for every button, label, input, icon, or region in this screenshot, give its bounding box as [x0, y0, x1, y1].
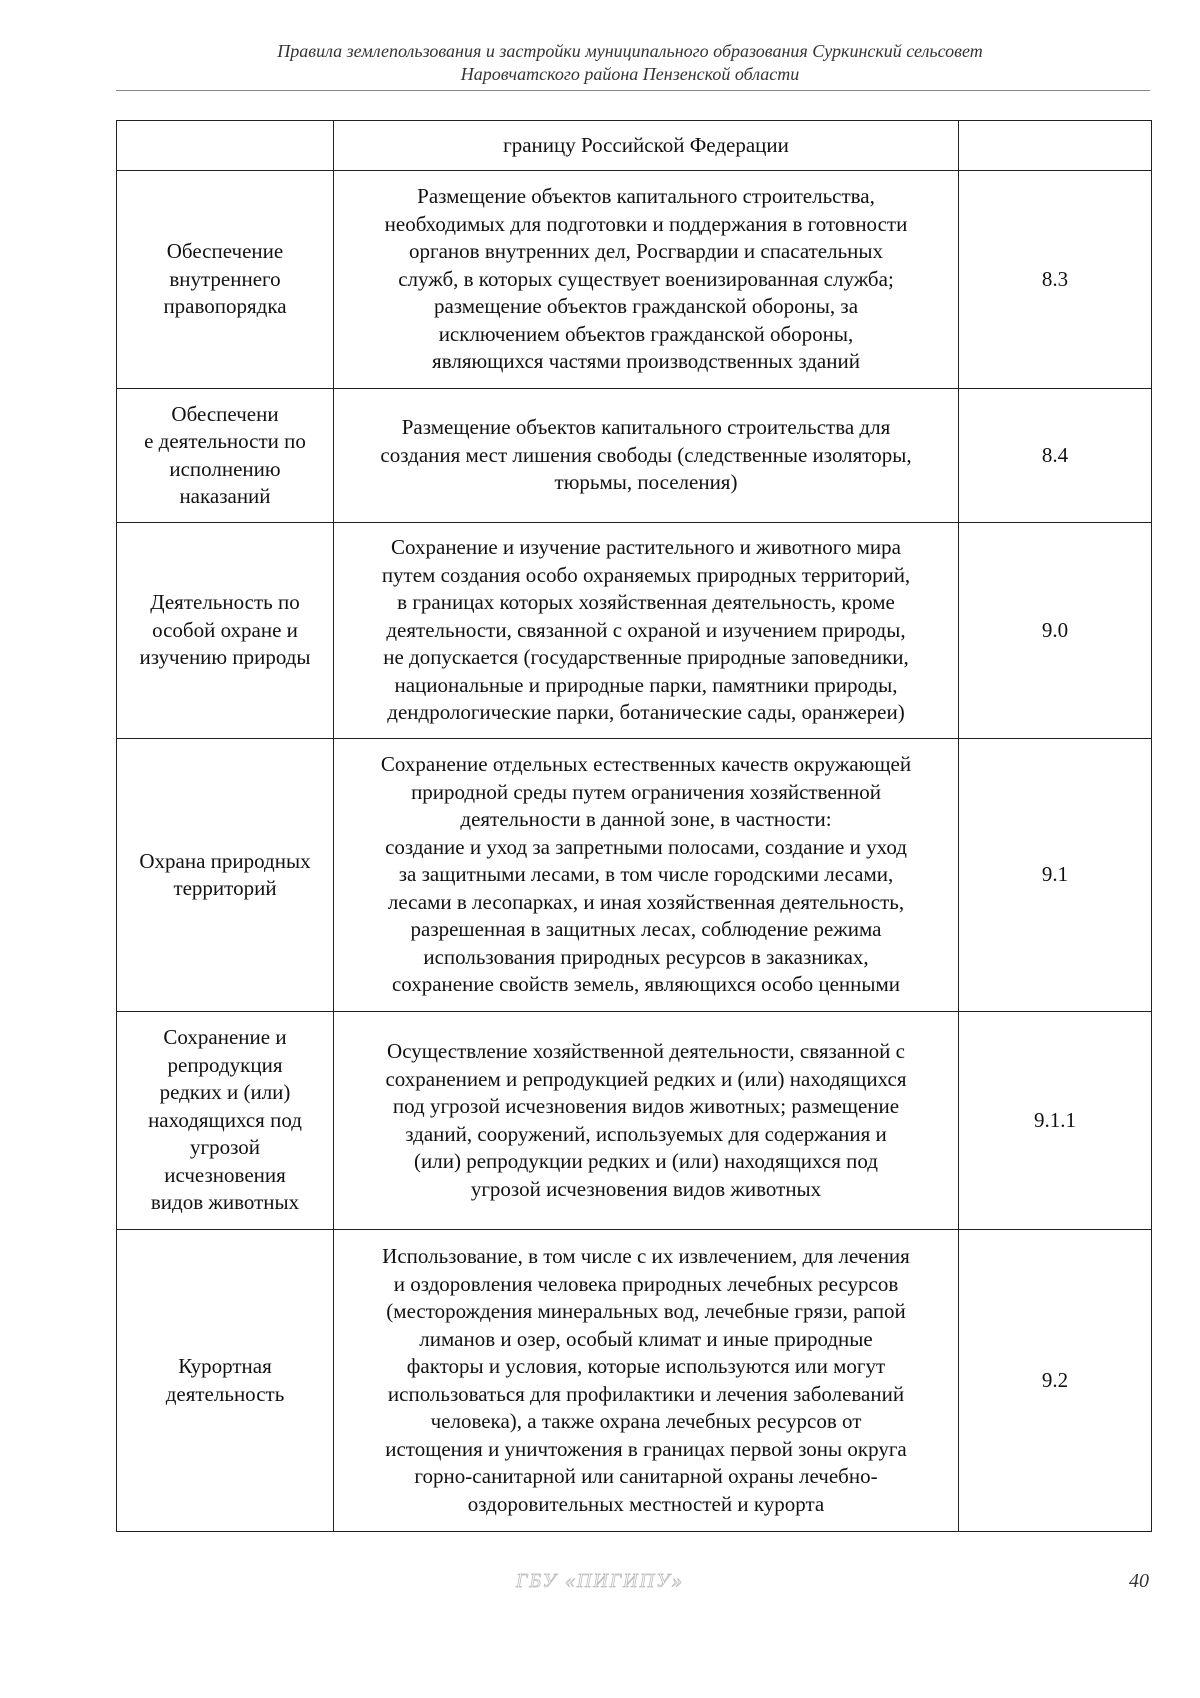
land-use-code: 8.4	[1041, 442, 1069, 467]
header-divider	[116, 90, 1150, 91]
table-row-continuation	[117, 121, 1152, 171]
land-use-code-cell	[959, 171, 1152, 389]
land-use-code: 9.0	[1041, 617, 1069, 642]
land-use-description-cell	[334, 523, 959, 739]
land-use-description-cell	[334, 389, 959, 523]
land-use-description-cell	[334, 1230, 959, 1532]
land-use-name-cell	[117, 739, 334, 1012]
land-use-name-cell	[117, 171, 334, 389]
header-title-line-1: Правила землепользования и застройки муниципального образования Суркинский сельсовет	[277, 41, 983, 61]
land-use-name-cell	[117, 121, 334, 171]
land-use-description-cell	[334, 739, 959, 1012]
land-use-description: Размещение объектов капитального строительства для создания мест лишения свободы (следственные изоляторы, тюрьмы, поселения)	[380, 415, 912, 495]
land-use-name: Деятельность по особой охране и изучению природы	[139, 590, 311, 670]
land-use-code: 9.2	[1041, 1367, 1069, 1392]
land-use-table	[116, 120, 1152, 1532]
land-use-name-cell	[117, 523, 334, 739]
land-use-code: 8.3	[1041, 266, 1069, 291]
land-use-name: Обеспечение внутреннего правопорядка	[163, 239, 287, 319]
land-use-code-cell	[959, 523, 1152, 739]
land-use-code-cell	[959, 739, 1152, 1012]
land-use-description-cell	[334, 121, 959, 171]
footer-organization: ГБУ «ПИГИПУ»	[516, 1570, 684, 1592]
land-use-code-cell	[959, 389, 1152, 523]
land-use-description: Осуществление хозяйственной деятельности, связанной с сохранением и репродукцией редких и (или) находящихся под угрозой исчезновения видов животных; размещение зданий, сооружений, используемых для содержания и (или) репродукции редких и (или) находящихся под угрозой исчезновения видов животных	[385, 1039, 907, 1201]
land-use-code-cell	[959, 1230, 1152, 1532]
table-row	[117, 523, 1152, 739]
land-use-description: границу Российской Федерации	[503, 132, 789, 157]
table-row	[117, 171, 1152, 389]
land-use-code: 9.1.1	[1034, 1107, 1076, 1132]
land-use-description: Сохранение отдельных естественных качеств окружающей природной среды путем ограничения хозяйственной деятельности в данной зоне, в частности: создание и уход за запретными полосами, создание и уход за защитными лесами, в том числе городскими лесами, лесами в лесопарках, и иная хозяйственная деятельность, разрешенная в защитных лесах, соблюдение режима использования природных ресурсов в заказниках, сохранение свойств земель, являющихся особо ценными	[380, 752, 912, 997]
land-use-name: Сохранение и репродукция редких и (или) находящихся под угрозой исчезновения видов животных	[148, 1025, 302, 1215]
land-use-name: Охрана природных территорий	[139, 848, 311, 900]
page-header	[180, 40, 1080, 86]
table-row	[117, 1230, 1152, 1532]
land-use-name: Курортная деятельность	[165, 1354, 285, 1406]
land-use-description: Сохранение и изучение растительного и животного мира путем создания особо охраняемых природных территорий, в границах которых хозяйственная деятельность, кроме деятельности, связанной с охраной и изучением природы, не допускается (государственные природные заповедники, национальные и природные парки, памятники природы, дендрологические парки, ботанические сады, оранжереи)	[381, 535, 911, 725]
land-use-description-cell	[334, 1012, 959, 1230]
land-use-name: Обеспечени е деятельности по исполнению наказаний	[144, 401, 306, 508]
table-row	[117, 739, 1152, 1012]
land-use-code-cell	[959, 1012, 1152, 1230]
table-row	[117, 1012, 1152, 1230]
page-number: 40	[1129, 1570, 1149, 1592]
land-use-description: Использование, в том числе с их извлечением, для лечения и оздоровления человека природных лечебных ресурсов (месторождения минеральных вод, лечебные грязи, рапой лиманов и озер, особый климат и иные природные факторы и условия, которые используются или могут использоваться для профилактики и лечения заболеваний человека), а также охрана лечебных ресурсов от истощения и уничтожения в границах первой зоны округа горно-санитарной или санитарной охраны лечебно- оздоровительных местностей и курорта	[382, 1244, 910, 1516]
land-use-description: Размещение объектов капитального строительства, необходимых для подготовки и поддержания в готовности органов внутренних дел, Росгвардии и спасательных служб, в которых существует военизированная служба; размещение объектов гражданской обороны, за исключением объектов гражданской обороны, являющихся частями производственных зданий	[384, 184, 908, 374]
land-use-description-cell	[334, 171, 959, 389]
land-use-name-cell	[117, 1012, 334, 1230]
land-use-name-cell	[117, 1230, 334, 1532]
table-row	[117, 389, 1152, 523]
header-title-line-2: Наровчатского района Пензенской области	[460, 64, 800, 84]
page-footer	[0, 1570, 1200, 1600]
land-use-code: 9.1	[1041, 862, 1069, 887]
land-use-name-cell	[117, 389, 334, 523]
land-use-code-cell	[959, 121, 1152, 171]
